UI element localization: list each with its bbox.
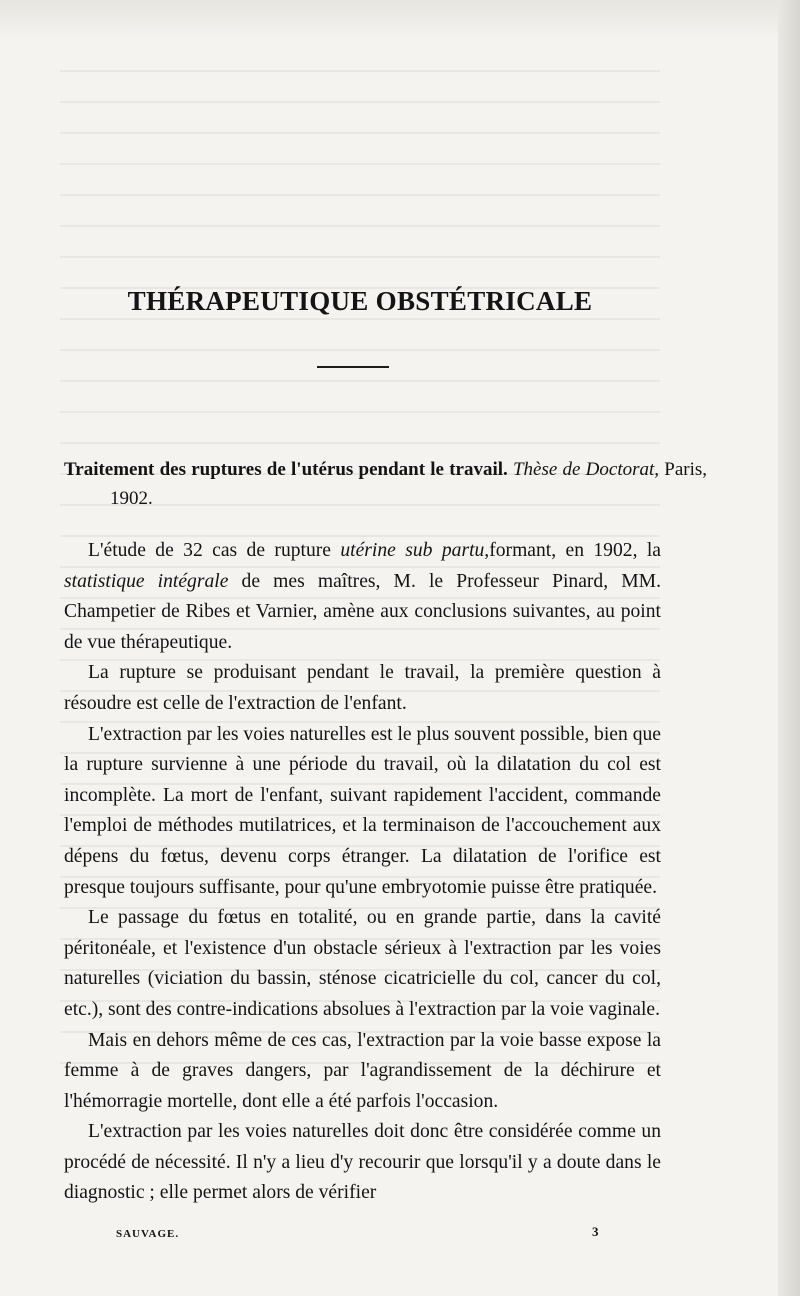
- title-rule: [317, 366, 389, 368]
- paragraph-italic: utérine sub partu,: [340, 540, 490, 561]
- body-text: [64, 536, 661, 1209]
- paragraph-text: formant, en 1902, la: [489, 540, 661, 561]
- reference-title: Traitement des ruptures de l'utérus pendant le travail.: [64, 459, 508, 480]
- footer-signature: SAUVAGE.: [116, 1228, 180, 1240]
- paragraph: [64, 536, 661, 658]
- paragraph: Mais en dehors même de ces cas, l'extraction par la voie basse expose la femme à de graves dangers, par l'agrandissement de la déchirure et l'hémorragie mortelle, dont elle a été parfois l'occasion.: [64, 1029, 661, 1112]
- page-number: 3: [592, 1224, 599, 1239]
- page-top-shadow: [0, 0, 800, 40]
- page-edge: [778, 0, 800, 1296]
- reference-these: Thèse de Doctorat,: [512, 459, 660, 480]
- paragraph: La rupture se produisant pendant le travail, la première question à résoudre est celle de l'extraction de l'enfant.: [64, 662, 661, 714]
- bibliographic-reference: [64, 455, 707, 513]
- paragraph: L'extraction par les voies naturelles doit donc être considérée comme un procédé de nécessité. Il n'y a lieu d'y recourir que lorsqu'il y a doute dans le diagnostic ; elle permet alors de vérifier: [64, 1121, 661, 1204]
- paragraph-text: L'étude de 32 cas de rupture: [88, 540, 341, 561]
- paragraph: L'extraction par les voies naturelles est le plus souvent possible, bien que la rupture survienne à une période du travail, où la dilatation du col est incomplète. La mort de l'enfant, suivant rapidement l'accident, commande l'emploi de méthodes mutilatrices, et la terminaison de l'accouchement aux dépens du fœtus, devenu corps étranger. La dilatation de l'orifice est presque toujours suffisante, pour qu'une embryotomie puisse être pratiquée.: [64, 723, 661, 898]
- paragraph: Le passage du fœtus en totalité, ou en grande partie, dans la cavité péritonéale, et l'existence d'un obstacle sérieux à l'extraction par les voies naturelles (viciation du bassin, sténose cicatricielle du col, cancer du col, etc.), sont des contre-indications absolues à l'extraction par la voie vaginale.: [64, 907, 661, 1020]
- paragraph-text: de mes maîtres, M. le Professeur Pinard, MM. Champetier de Ribes et Varnier, amène aux conclusions suivantes, au point de vue thérapeutique.: [64, 570, 661, 653]
- paragraph-italic: statistique intégrale: [64, 570, 229, 592]
- reference-place-year: Paris, 1902.: [110, 459, 708, 509]
- page-title: THÉRAPEUTIQUE OBSTÉTRICALE: [127, 286, 593, 316]
